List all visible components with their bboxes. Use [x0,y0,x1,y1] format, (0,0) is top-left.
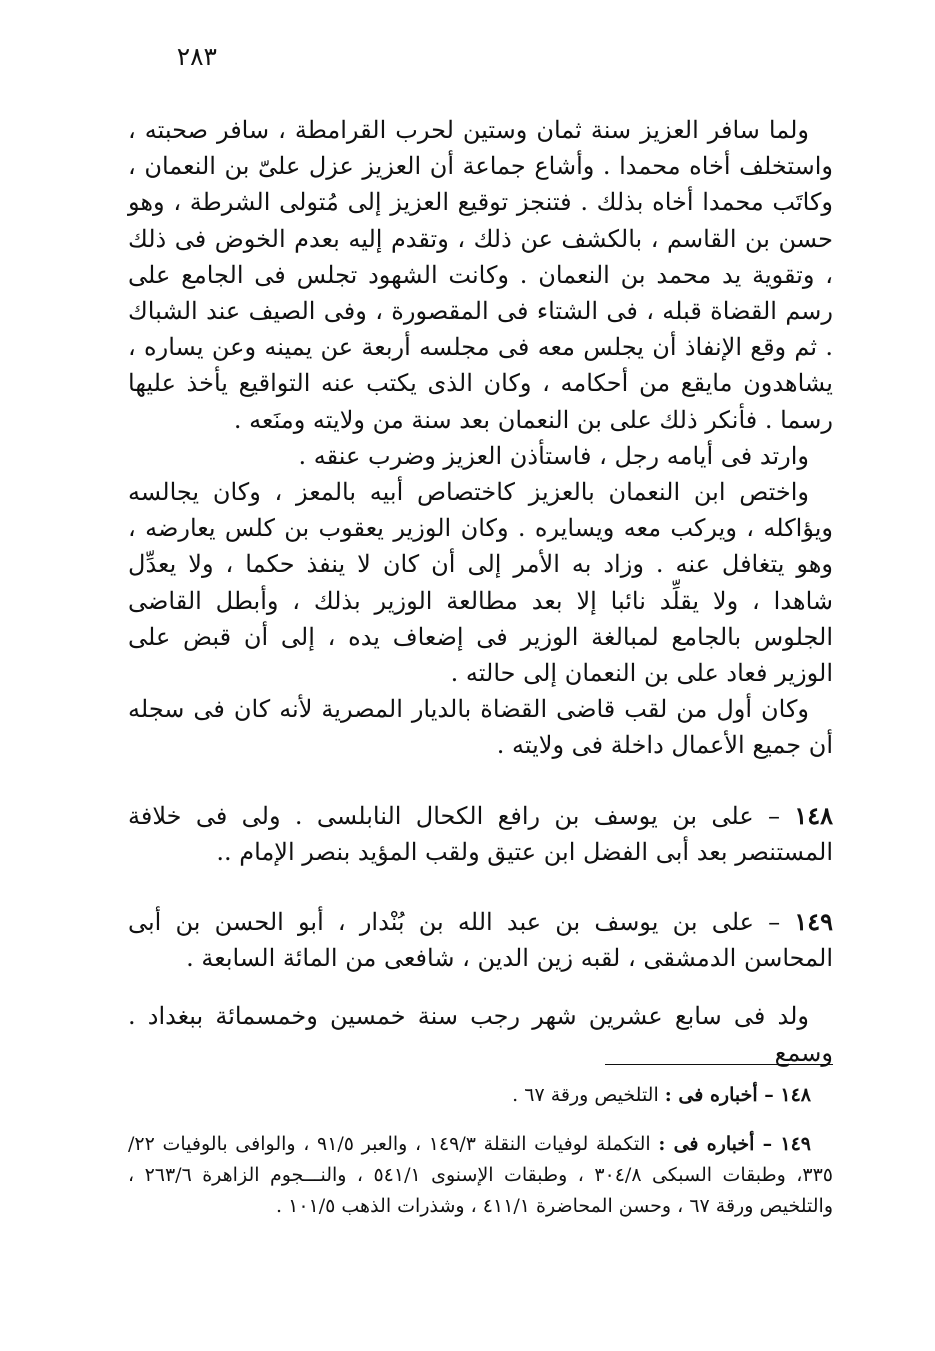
entry-148-number: ١٤٨ [794,800,833,830]
paragraph-apostate: وارتد فى أيامه رجل ، فاستأذن العزيز وضرب عنقه . [298,441,809,470]
footnote-148-lead: ١٤٨ – أخباره فى : [664,1084,811,1106]
footnote-149 [128,1129,833,1222]
page-number: ٢٨٣ [176,42,217,71]
entry-148-text: – على بن يوسف بن رافع الكحال النابلسى . ولى فى خلافة المستنصر بعد أبى الفضل ابن عتيق ولقب المؤيد بنصر الإمام .. [128,801,833,866]
footnote-148-text: التلخيص ورقة ٦٧ . [512,1084,665,1106]
footnote-149-lead: ١٤٩ – أخباره فى : [658,1133,811,1155]
entry-148 [128,798,833,870]
paragraph-chief-judge-title: وكان أول من لقب قاضى القضاة بالديار المصرية لأنه كان فى سجله أن جميع الأعمال داخلة فى ولايته . [128,695,833,760]
footnotes [128,1080,833,1240]
entry-149 [128,904,833,976]
paragraph-aziz-travel: ولما سافر العزيز سنة ثمان وستين لحرب القرامطة ، سافر صحبته ، واستخلف أخاه محمدا . وأشاع جماعة أن العزيز عزل علىّ بن النعمان ، وكاتَب محمدا أخاه بذلك . فتنجز توقيع العزيز إلى مُتولى الشرطة ، وهو حسن بن القاسم ، بالكشف عن ذلك ، وتقدم إليه بعدم الخوض فى ذلك ، وتقوية يد محمد بن النعمان . وكانت الشهود تجلس فى الجامع على رسم القضاة قبله ، فى الشتاء فى المقصورة ، وفى الصيف عند الشباك . ثم وقع الإنفاذ أن يجلس معه فى مجلسه أربعة عن يمينه وعن يساره ، يشاهدون مايقع من أحكامه ، وكان الذى يكتب عنه التواقيع يأخذ عليها رسما . فأنكر ذلك على بن النعمان بعد سنة من ولايته ومنَعه . [128,116,833,434]
paragraph-birth: ولد فى سابع عشرين شهر رجب سنة خمسين وخمسمائة ببغداد . وسمع [128,1002,833,1067]
paragraph-vizier: واختص ابن النعمان بالعزيز كاختصاص أبيه بالمعز ، وكان يجالسه ويؤاكله ، ويركب معه ويسايره . وكان الوزير يعقوب بن كلس يعارضه ، وهو يتغافل عنه . وزاد به الأمر إلى أن كان لا ينفذ حكما ، ولا يعدِّل شاهدا ، ولا يقلِّد نائبا إلا بعد مطالعة الوزير بذلك ، وأبطل القاضى الجلوس بالجامع لمبالغة الوزير فى إضعاف يده ، إلى أن قبض على الوزير فعاد على بن النعمان إلى حالته . [128,478,833,688]
entry-149-number: ١٤٩ [794,907,833,937]
entry-149-text: – على بن يوسف بن عبد الله بن بُنْدار ، أبو الحسن بن أبى المحاسن الدمشقى ، لقبه زين الدين ، شافعى من المائة السابعة . [128,908,833,973]
main-text [128,112,833,1071]
footnote-149-text: التكملة لوفيات النقلة ١٤٩/٣ ، والعبر ٩١/٥ ، والوافى بالوفيات ٢٢/ ٣٣٥، وطبقات السبكى ٣٠٤/٨ ، وطبقات الإسنوى ٥٤١/١ ، والنـــجوم الزاهرة ٢٦٣/٦ ، والتلخيص ورقة ٦٧ ، وحسن المحاضرة ٤١١/١ ، وشذرات الذهب ١٠١/٥ . [128,1133,833,1217]
footnote-148 [128,1080,833,1111]
footnote-divider [605,1064,833,1065]
